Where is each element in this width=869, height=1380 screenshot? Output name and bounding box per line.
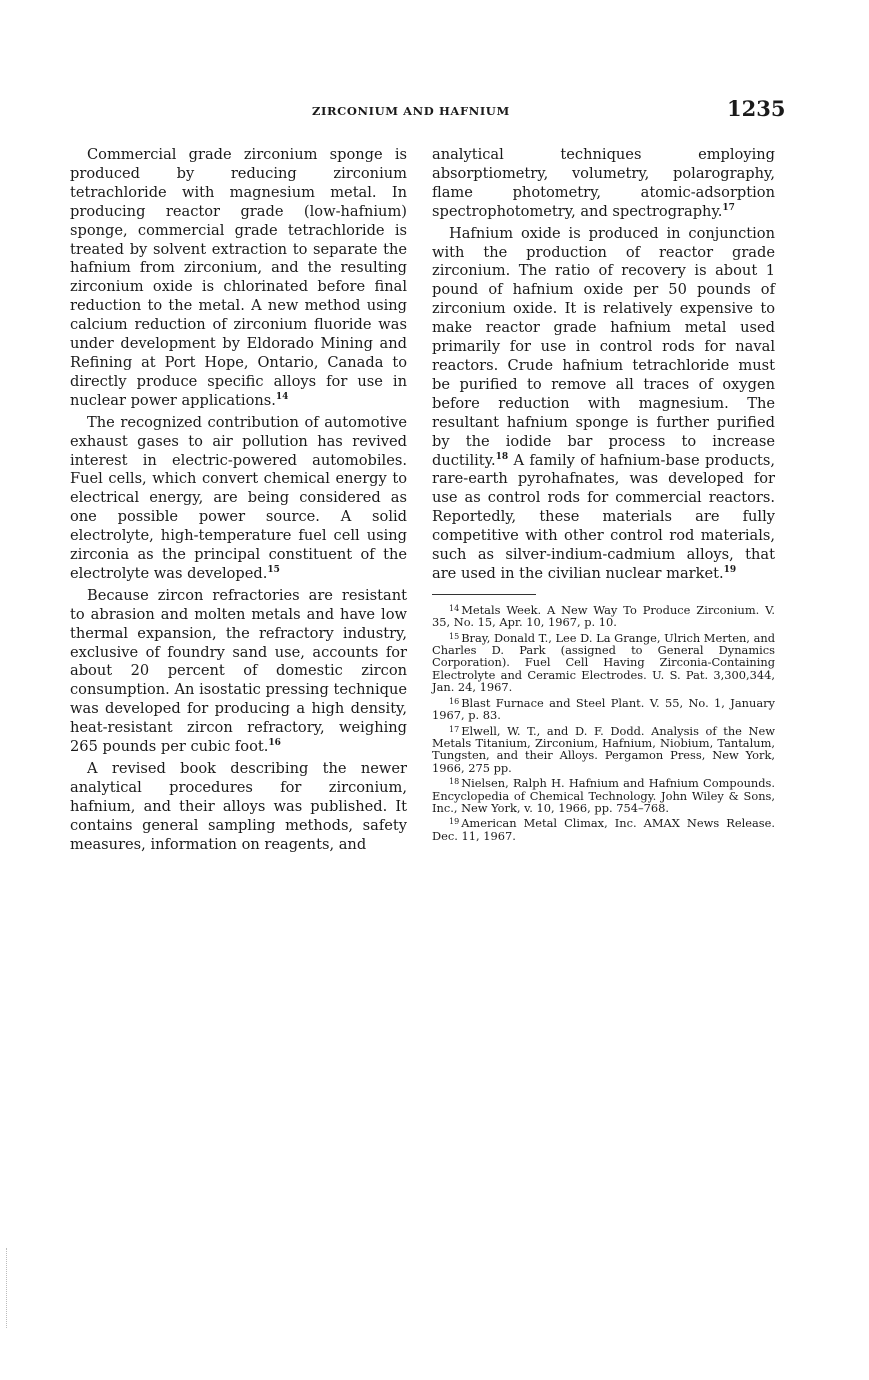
footnote-16 [432,697,775,722]
running-title: ZIRCONIUM AND HAFNIUM [312,104,510,118]
footnote-text: Blast Furnace and Steel Plant. V. 55, No. 1, January 1967, p. 83. [432,695,775,723]
footnote-15 [432,632,775,694]
paragraph-text: Commercial grade zirconium sponge is produced by reducing zirconium tetrachloride with magnesium metal. In producing reactor grade (low-hafnium) sponge, commercial grade tetrachloride is treated by solvent extraction to separate the hafnium from zirconium, and the resulting zirconium oxide is chlorinated before final reduction to the metal. A new method using calcium reduction of zirconium fluoride was under development by Eldorado Mining and Refining at Port Hope, Ontario, Canada to directly produce specific alloys for use in nuclear power applications. [70,146,407,409]
right-column [432,146,775,845]
footnote-14 [432,604,775,629]
paragraph-text: A family of hafnium-base products, rare-earth pyrohafnates, was developed for use as control rods for commercial reactors. Reportedly, these materials are fully competitive with other control rod materials, such as silver-indium-cadmium alloys, that are used in the civilian nuclear market. [432,451,775,582]
paragraph-text: The recognized contribution of automotive exhaust gases to air pollution has revived interest in electric-powered automobiles. Fuel cells, which convert chemical energy to electrical energy, are being considered as one possible power source. A solid electrolyte, high-temperature fuel cell using zirconia as the principal constituent of the electrolyte was developed. [70,413,407,582]
footnote-divider [432,594,536,595]
footnotes [432,604,775,842]
left-column [70,146,407,858]
footnote-ref: 16 [268,738,281,749]
footnote-text: American Metal Climax, Inc. AMAX News Release. Dec. 11, 1967. [432,816,775,843]
footnote-ref: 15 [267,564,280,575]
footnote-text: Elwell, W. T., and D. F. Dodd. Analysis of the New Metals Titanium, Zirconium, Hafnium, Niobium, Tantalum, Tungsten, and their Alloys. Pergamon Press, New York, 1966, 275 pp. [432,723,775,775]
footnote-number: 14 [449,603,460,613]
paragraph-text: analytical techniques employing absorptiometry, volumetry, polarography, flame photometry, atomic-adsorption spectrophotometry, and spectrography. [432,146,775,220]
paragraph-fuel-cells [70,414,407,584]
footnote-number: 16 [449,696,460,706]
paragraph-refractories [70,587,407,757]
footnote-text: Metals Week. A New Way To Produce Zirconium. V. 35, No. 15, Apr. 10, 1967, p. 10. [432,602,775,630]
footnote-19 [432,817,775,842]
footnote-17 [432,725,775,775]
footnote-text: Nielsen, Ralph H. Hafnium and Hafnium Compounds. Encyclopedia of Chemical Technology. John Wiley & Sons, Inc., New York, v. 10, 1966, pp. 754–768. [432,776,775,815]
paragraph-analytical-techniques [432,146,775,222]
footnote-ref: 18 [495,451,509,462]
footnote-number: 15 [449,631,460,641]
paragraph-hafnium-oxide [432,225,775,584]
scan-margin-marks [6,1248,10,1328]
paragraph-revised-book [70,760,407,855]
page-number: 1235 [727,96,786,121]
paragraph-text: Because zircon refractories are resistant to abrasion and molten metals and have low thermal expansion, the refractory industry, exclusive of foundry sand use, accounts for about 20 percent of domestic zircon consumption. An isostatic pressing technique was developed for producing a high density, heat-resistant zircon refractory, weighing 265 pounds per cubic foot. [70,586,407,756]
footnote-18 [432,777,775,814]
footnote-ref: 19 [723,564,737,575]
footnote-number: 18 [449,777,460,787]
footnote-ref: 14 [275,391,289,402]
footnote-number: 17 [449,724,460,734]
footnote-ref: 17 [722,202,735,213]
paragraph-text: A revised book describing the newer analytical procedures for zirconium, hafnium, and their alloys was published. It contains general sampling methods, safety measures, information on reagents, and [70,760,407,853]
footnote-number: 19 [449,817,460,827]
paragraph-zirconium-sponge [70,146,407,411]
paragraph-text: Hafnium oxide is produced in conjunction with the production of reactor grade zirconium. The ratio of recovery is about 1 pound of hafnium oxide per 50 pounds of zirconium oxide. It is relatively expensive to make reactor grade hafnium metal used primarily for use in control rods for naval reactors. Crude hafnium tetrachloride must be purified to remove all traces of oxygen before reduction with magnesium. The resultant hafnium sponge is further purified by the iodide bar process to increase ductility. [432,224,775,469]
footnote-text: Bray, Donald T., Lee D. La Grange, Ulrich Merten, and Charles D. Park (assigned to General Dynamics Corporation). Fuel Cell Having Zirconia-Containing Electrolyte and Ceramic Electrodes. U. S. Pat. 3,300,344, Jan. 24, 1967. [432,630,775,695]
